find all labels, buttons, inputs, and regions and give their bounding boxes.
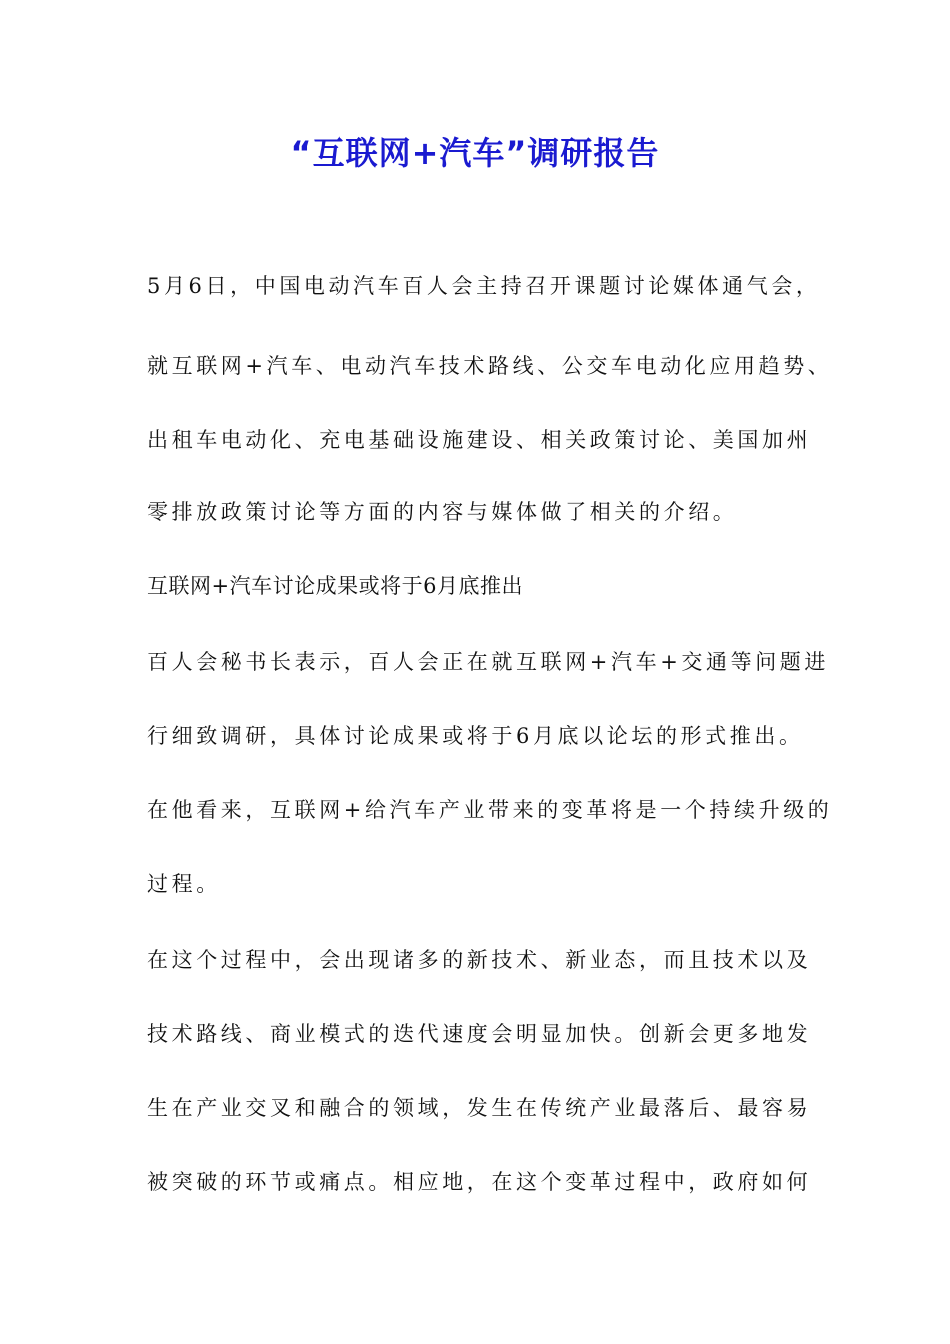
section-heading: 互联网+汽车讨论成果或将于6月底推出 xyxy=(147,574,523,598)
paragraph-line-2: 就互联网+汽车、电动汽车技术路线、公交车电动化应用趋势、 xyxy=(147,354,833,378)
paragraph-line-10: 技术路线、商业模式的迭代速度会明显加快。创新会更多地发 xyxy=(147,1022,812,1046)
paragraph-line-3: 出租车电动化、充电基础设施建设、相关政策讨论、美国加州 xyxy=(147,428,812,452)
paragraph-line-7: 在他看来，互联网+给汽车产业带来的变革将是一个持续升级的 xyxy=(147,798,833,822)
paragraph-line-6: 行细致调研，具体讨论成果或将于6月底以论坛的形式推出。 xyxy=(147,724,804,748)
paragraph-line-5: 百人会秘书长表示，百人会正在就互联网+汽车+交通等问题进 xyxy=(147,650,829,674)
document-title: “互联网+汽车”调研报告 xyxy=(290,134,660,172)
paragraph-line-8: 过程。 xyxy=(147,872,221,896)
paragraph-line-1: 5月6日，中国电动汽车百人会主持召开课题讨论媒体通气会， xyxy=(147,274,821,298)
paragraph-line-12: 被突破的环节或痛点。相应地，在这个变革过程中，政府如何 xyxy=(147,1170,812,1194)
paragraph-line-9: 在这个过程中，会出现诸多的新技术、新业态，而且技术以及 xyxy=(147,948,812,972)
paragraph-line-11: 生在产业交叉和融合的领域，发生在传统产业最落后、最容易 xyxy=(147,1096,812,1120)
paragraph-line-4: 零排放政策讨论等方面的内容与媒体做了相关的介绍。 xyxy=(147,500,738,524)
